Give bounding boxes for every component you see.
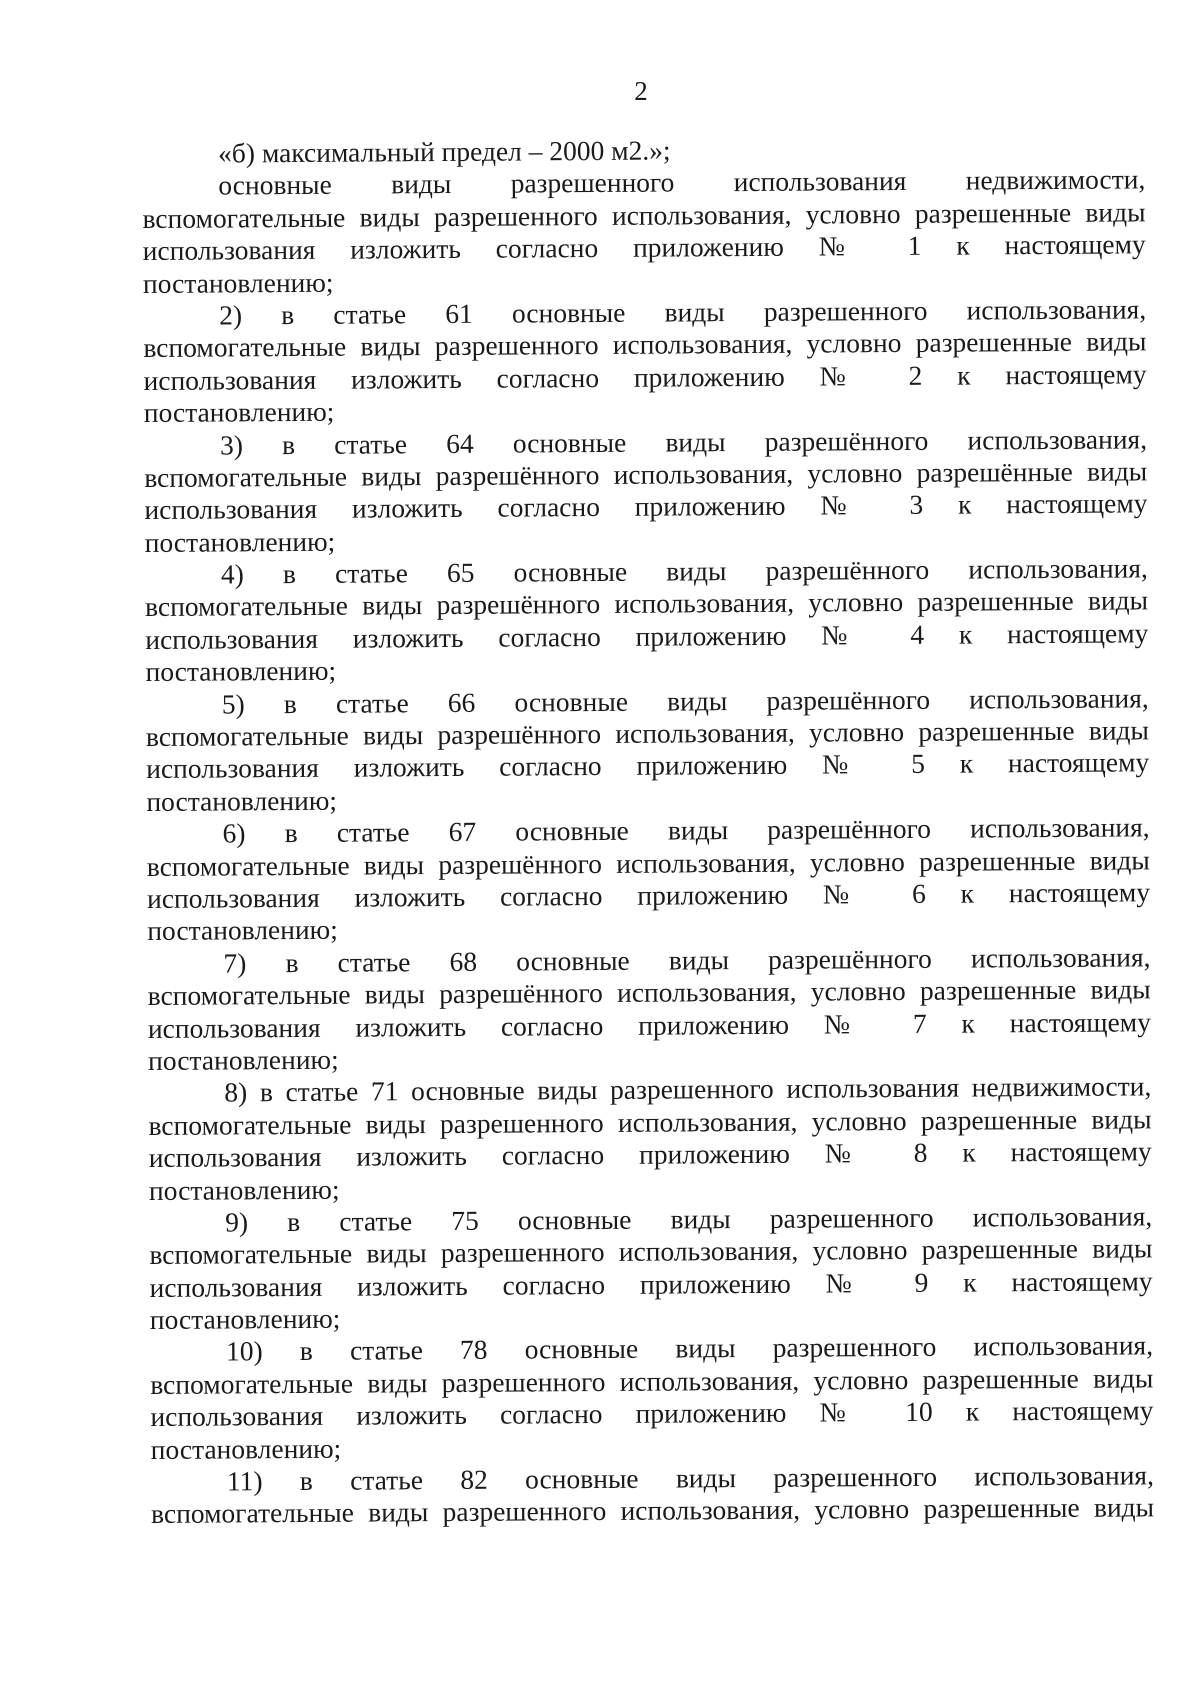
paragraph-line: постановлению;	[143, 395, 335, 429]
paragraph-line: постановлению;	[148, 1043, 339, 1076]
page-number: 2	[634, 76, 648, 106]
paragraph-line: 9) в статье 75 основные виды разрешенного использования,	[225, 1200, 1153, 1238]
paragraph-line: вспомогательные виды разрешенного использования, условно разрешенные виды	[149, 1232, 1153, 1271]
document-body	[142, 131, 1154, 1530]
paragraph	[148, 1071, 1152, 1207]
paragraph-line: постановлению;	[147, 914, 338, 947]
paragraph-list	[142, 164, 1154, 1531]
paragraph	[151, 1459, 1154, 1530]
paragraph-line: вспомогательные виды разрешенного использования, условно разрешенные виды	[151, 1491, 1155, 1530]
paragraph-line: использования изложить согласно приложению № 5 к настоящему	[146, 746, 1150, 785]
paragraph-line: использования изложить согласно приложению № 9 к настоящему	[149, 1264, 1153, 1303]
paragraph-line: 10) в статье 78 основные виды разрешенного использования,	[225, 1329, 1154, 1367]
paragraph-line: вспомогательные виды разрешённого использования, условно разрешенные виды	[145, 714, 1150, 753]
paragraph-line: вспомогательные виды разрешенного использования, условно разрешенные виды	[143, 325, 1147, 364]
paragraph	[144, 423, 1148, 559]
opening-line: «б) максимальный предел – 2000 м2.»;	[217, 134, 671, 169]
paragraph-line: 2) в статье 61 основные виды разрешенного использования,	[219, 293, 1147, 331]
paragraph-line: использования изложить согласно приложению № 1 к настоящему	[142, 228, 1146, 267]
paragraph-line: постановлению;	[142, 266, 334, 299]
paragraph	[147, 812, 1151, 948]
paragraph	[142, 164, 1146, 300]
paragraph-line: 6) в статье 67 основные виды разрешённого использования,	[222, 811, 1150, 849]
paragraph-line: использования изложить согласно приложению № 8 к настоящему	[148, 1135, 1152, 1174]
paragraph-line: вспомогательные виды разрешённого использования, условно разрешенные виды	[146, 843, 1150, 882]
paragraph-line: 11) в статье 82 основные виды разрешенного использования,	[226, 1459, 1154, 1497]
paragraph	[143, 293, 1147, 429]
paragraph-line: вспомогательные виды разрешенного использования, условно разрешенные виды	[142, 196, 1146, 234]
paragraph-line: использования изложить согласно приложению № 3 к настоящему	[144, 487, 1148, 526]
paragraph-line: постановлению;	[148, 1173, 340, 1206]
paragraph-line: постановлению;	[144, 525, 336, 558]
paragraph-line: постановлению;	[145, 654, 337, 688]
paragraph-line: 7) в статье 68 основные виды разрешённого использования,	[223, 941, 1151, 979]
paragraph-line: использования изложить согласно приложению № 7 к настоящему	[147, 1005, 1151, 1044]
paragraph-line: основные виды разрешенного использования недвижимости,	[218, 163, 1146, 201]
paragraph-line: постановлению;	[146, 784, 338, 817]
paragraph-line: вспомогательные виды разрешённого использования, условно разрешенные виды	[145, 584, 1149, 623]
paragraph-line: 8) в статье 71 основные виды разрешенного использования недвижимости,	[224, 1070, 1152, 1108]
paragraph	[149, 1200, 1153, 1336]
paragraph-line: 4) в статье 65 основные виды разрешённого использования,	[220, 552, 1148, 590]
paragraph-line: постановлению;	[150, 1432, 342, 1465]
paragraph-line: 3) в статье 64 основные виды разрешённого использования,	[219, 422, 1148, 461]
paragraph-line: вспомогательные виды разрешённого использования, условно разрешённые виды	[144, 455, 1148, 493]
paragraph-line: использования изложить согласно приложению № 6 к настоящему	[146, 876, 1151, 914]
paragraph	[146, 682, 1150, 818]
paragraph	[147, 941, 1151, 1077]
paragraph-line: вспомогательные виды разрешённого использования, условно разрешенные виды	[147, 973, 1151, 1012]
paragraph-line: использования изложить согласно приложению № 2 к настоящему	[143, 358, 1147, 396]
paragraph-line: использования изложить согласно приложению № 4 к настоящему	[145, 617, 1149, 655]
paragraph-line: 5) в статье 66 основные виды разрешённого использования,	[221, 681, 1149, 720]
paragraph	[150, 1330, 1154, 1466]
paragraph	[145, 552, 1149, 688]
paragraph-line: постановлению;	[149, 1302, 341, 1336]
paragraph-line: использования изложить согласно приложению № 10 к настоящему	[150, 1394, 1154, 1433]
paragraph-line: вспомогательные виды разрешенного использования, условно разрешенные виды	[148, 1103, 1152, 1141]
paragraph-line: вспомогательные виды разрешенного использования, условно разрешенные виды	[150, 1362, 1154, 1400]
